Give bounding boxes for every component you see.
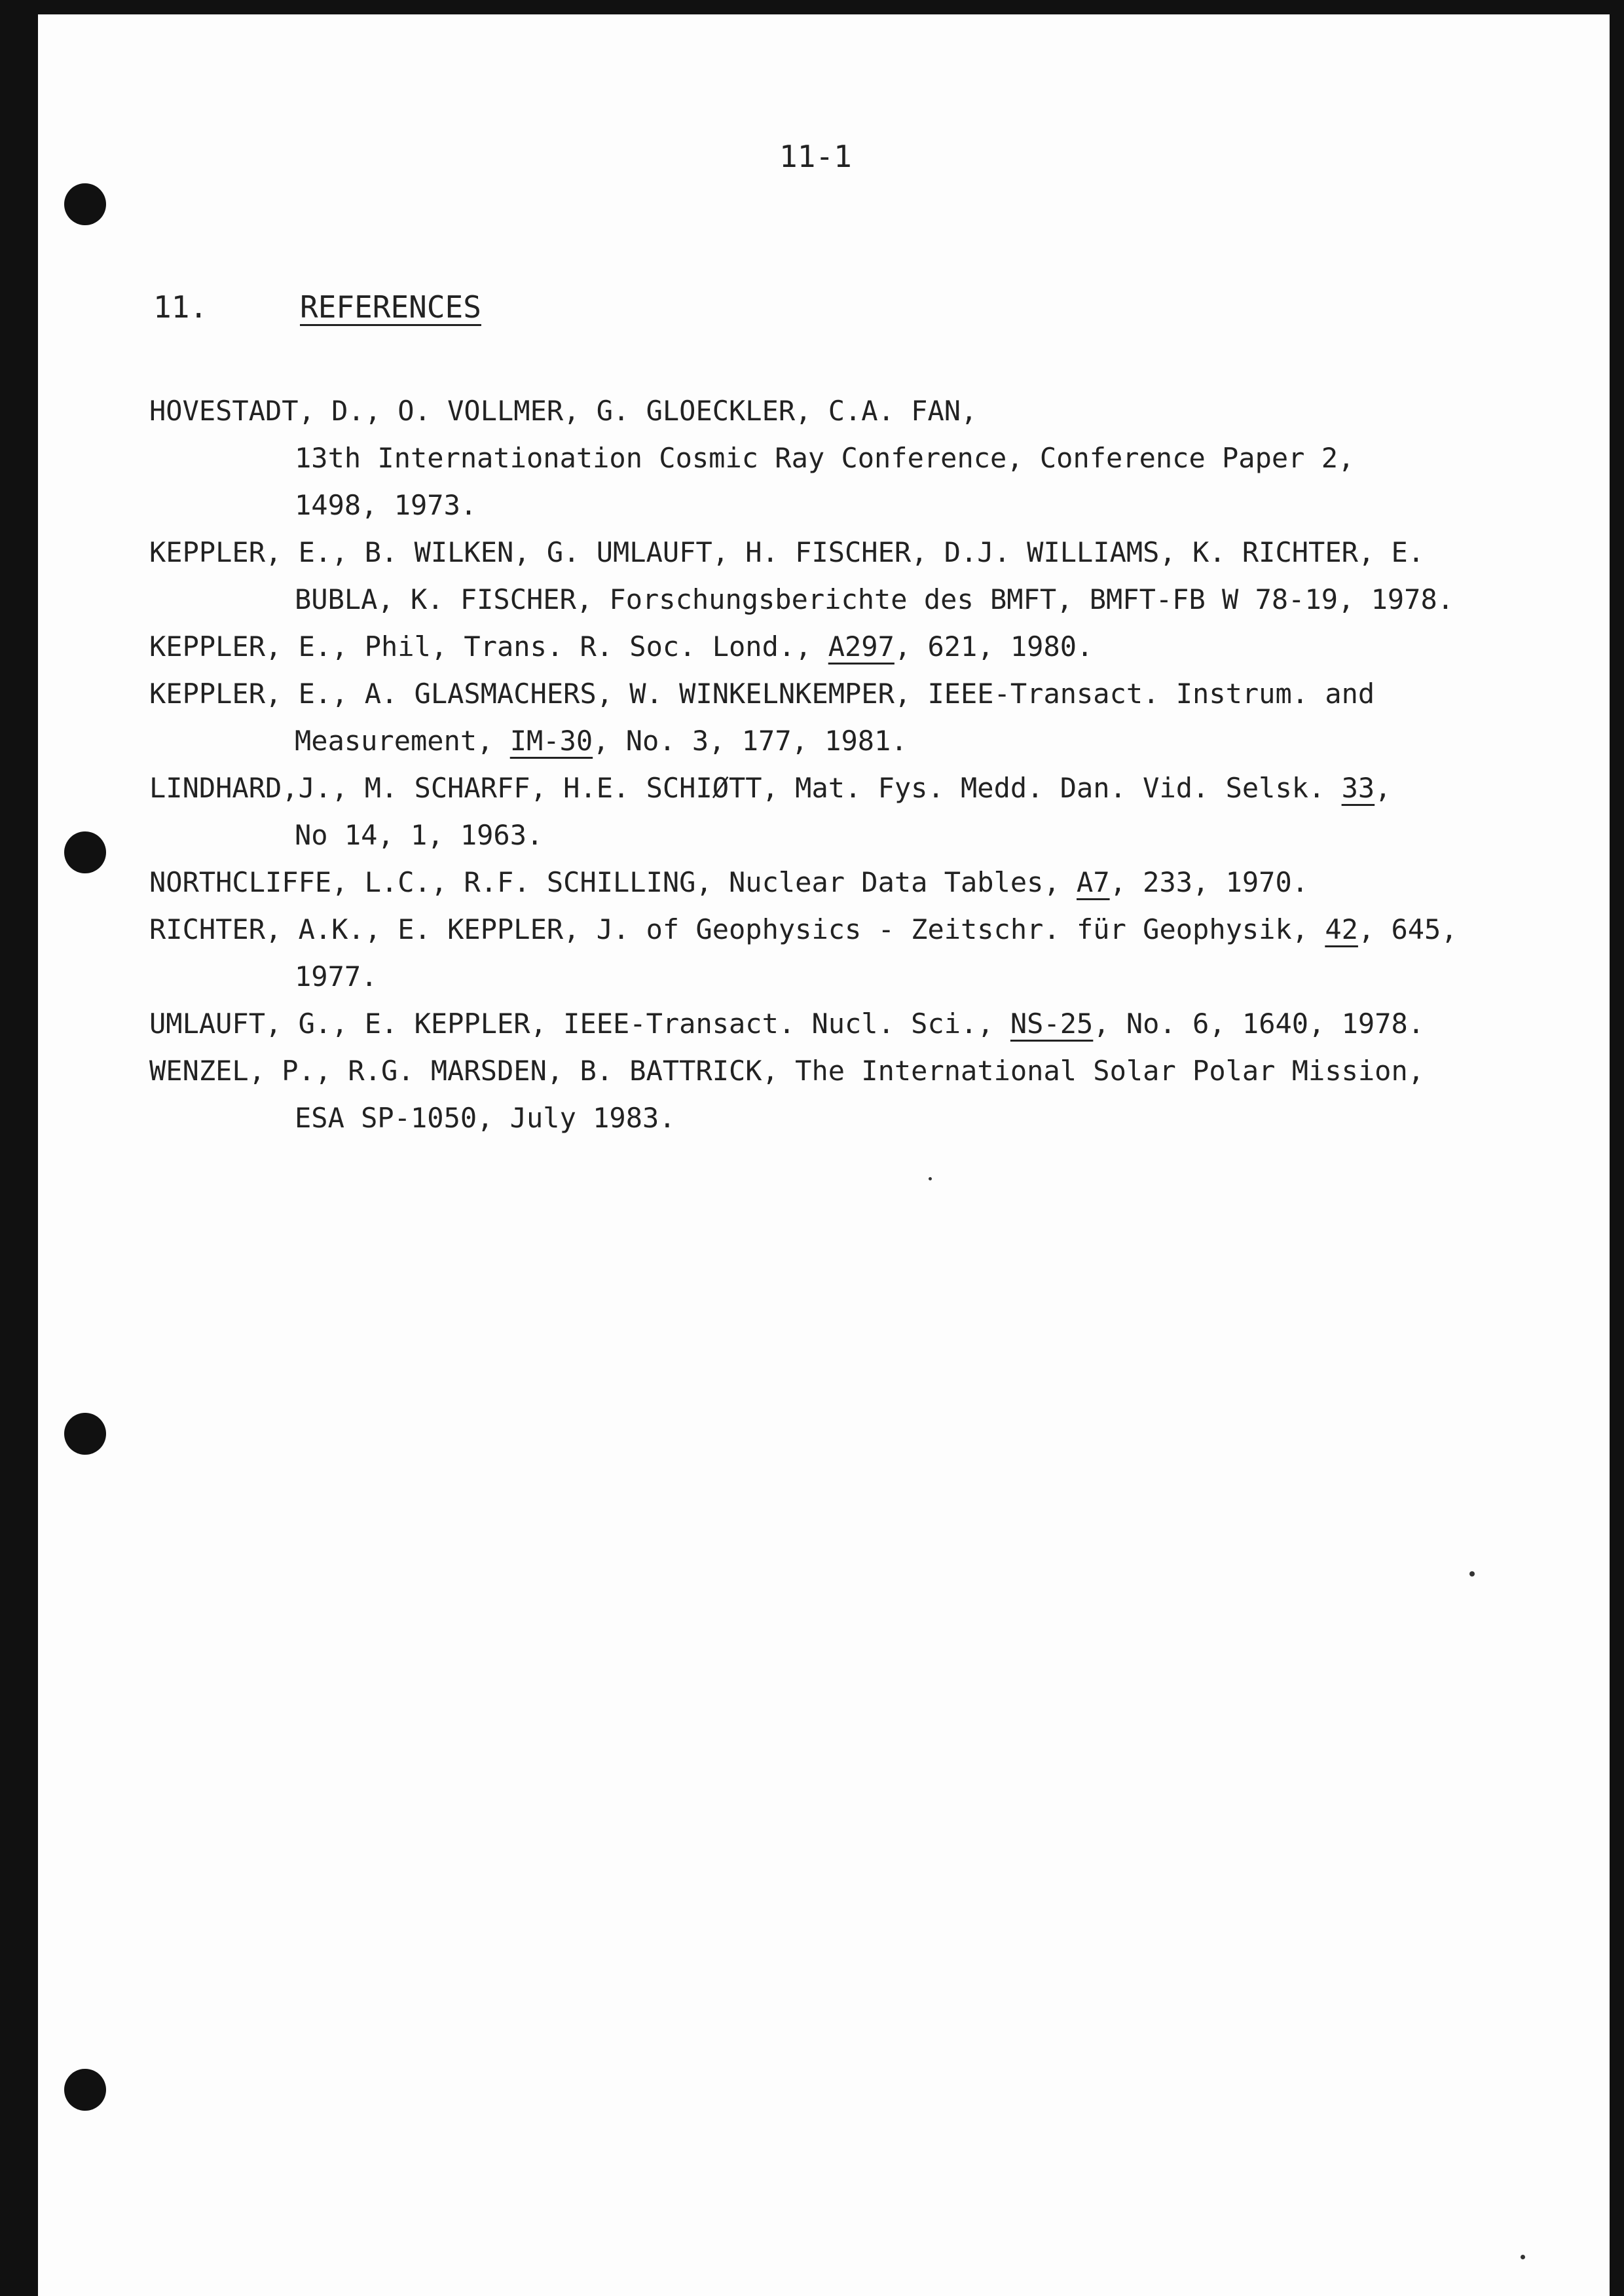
punch-hole-3: [64, 1413, 106, 1455]
reference-text: , 621, 1980.: [894, 630, 1094, 663]
reference-continuation-line: [149, 482, 1524, 529]
document-page: [38, 14, 1610, 2296]
reference-entry: [149, 623, 1524, 670]
reference-text: KEPPLER, E., B. WILKEN, G. UMLAUFT, H. FISCHER, D.J. WILLIAMS, K. RICHTER, E.: [149, 536, 1425, 568]
reference-text: RICHTER, A.K., E. KEPPLER, J. of Geophysics - Zeitschr. für Geophysik,: [149, 913, 1325, 945]
reference-entry: [149, 1000, 1524, 1048]
punch-hole-2: [64, 831, 106, 873]
reference-text: Measurement,: [295, 725, 510, 757]
reference-text: No 14, 1, 1963.: [295, 819, 544, 851]
reference-text: ,: [1375, 772, 1392, 804]
reference-text: 1498, 1973.: [295, 489, 477, 521]
reference-text: 1977.: [295, 960, 378, 993]
reference-text: KEPPLER, E., Phil, Trans. R. Soc. Lond.,: [149, 630, 828, 663]
reference-text: , No. 6, 1640, 1978.: [1093, 1008, 1425, 1040]
reference-first-line: [149, 670, 1524, 718]
reference-list: [149, 388, 1524, 1142]
reference-text: BUBLA, K. FISCHER, Forschungsberichte des BMFT, BMFT-FB W 78-19, 1978.: [295, 583, 1454, 615]
reference-first-line: [149, 623, 1524, 670]
underlined-volume: A7: [1077, 866, 1110, 898]
section-number: 11.: [153, 289, 208, 325]
reference-text: ESA SP-1050, July 1983.: [295, 1102, 676, 1134]
reference-text: UMLAUFT, G., E. KEPPLER, IEEE-Transact. Nucl. Sci.,: [149, 1008, 1010, 1040]
underlined-volume: 33: [1341, 772, 1375, 804]
punch-hole-1: [64, 183, 106, 225]
underlined-volume: NS-25: [1010, 1008, 1094, 1040]
reference-text: HOVESTADT, D., O. VOLLMER, G. GLOECKLER, C.A. FAN,: [149, 395, 978, 427]
reference-text: WENZEL, P., R.G. MARSDEN, B. BATTRICK, The International Solar Polar Mission,: [149, 1055, 1425, 1087]
reference-first-line: [149, 765, 1524, 812]
reference-entry: [149, 765, 1524, 859]
underlined-volume: 42: [1325, 913, 1358, 945]
reference-text: , 645,: [1357, 913, 1458, 945]
reference-text: KEPPLER, E., A. GLASMACHERS, W. WINKELNKEMPER, IEEE-Transact. Instrum. and: [149, 678, 1375, 710]
reference-text: NORTHCLIFFE, L.C., R.F. SCHILLING, Nuclear Data Tables,: [149, 866, 1077, 898]
reference-entry: [149, 859, 1524, 906]
reference-text: , No. 3, 177, 1981.: [593, 725, 908, 757]
reference-text: , 233, 1970.: [1109, 866, 1309, 898]
scan-speck: [929, 1177, 932, 1180]
reference-first-line: [149, 529, 1524, 576]
reference-text: 13th Internationation Cosmic Ray Conference, Conference Paper 2,: [295, 442, 1355, 474]
reference-first-line: [149, 388, 1524, 435]
reference-continuation-line: [149, 435, 1524, 482]
reference-continuation-line: [149, 953, 1524, 1000]
reference-continuation-line: [149, 718, 1524, 765]
reference-entry: [149, 388, 1524, 529]
scan-speck: [1469, 1571, 1475, 1576]
reference-entry: [149, 906, 1524, 1000]
page-number: 11-1: [779, 139, 852, 174]
reference-continuation-line: [149, 812, 1524, 859]
reference-entry: [149, 529, 1524, 623]
underlined-volume: A297: [828, 630, 895, 663]
reference-continuation-line: [149, 1095, 1524, 1142]
reference-entry: [149, 670, 1524, 765]
reference-entry: [149, 1048, 1524, 1142]
reference-continuation-line: [149, 576, 1524, 623]
punch-hole-4: [64, 2069, 106, 2111]
section-title: REFERENCES: [300, 289, 481, 325]
underlined-volume: IM-30: [509, 725, 593, 757]
reference-first-line: [149, 1000, 1524, 1048]
reference-text: LINDHARD,J., M. SCHARFF, H.E. SCHIØTT, Mat. Fys. Medd. Dan. Vid. Selsk.: [149, 772, 1342, 804]
reference-first-line: [149, 859, 1524, 906]
reference-first-line: [149, 1048, 1524, 1095]
reference-first-line: [149, 906, 1524, 953]
scan-speck: [1521, 2255, 1525, 2259]
